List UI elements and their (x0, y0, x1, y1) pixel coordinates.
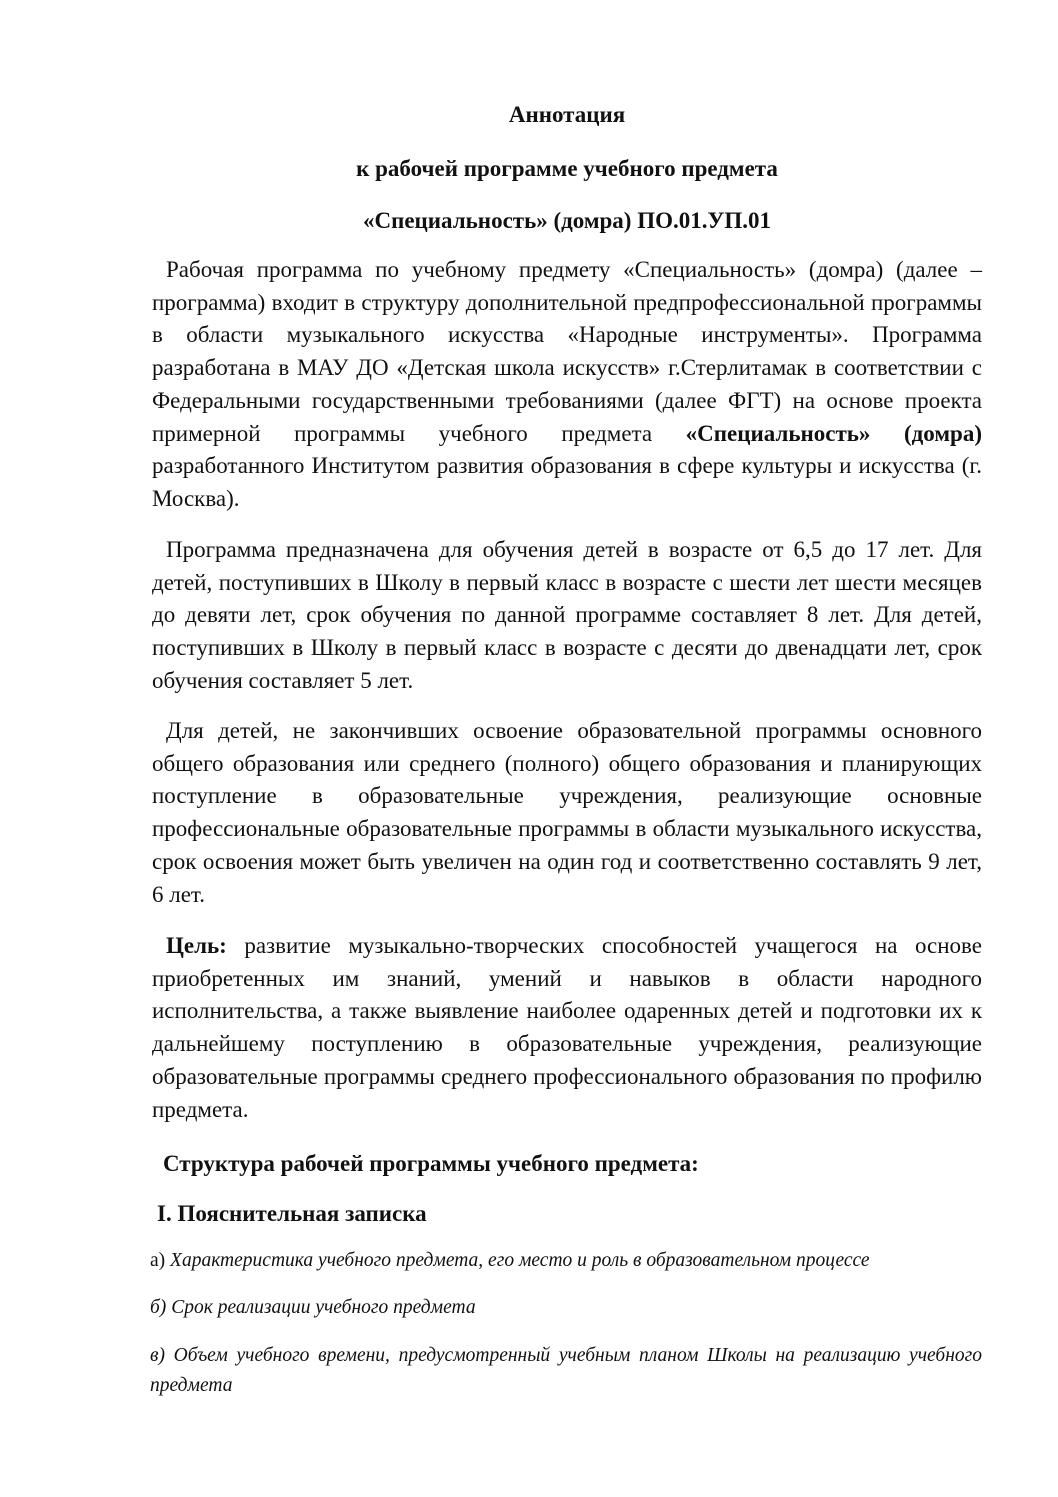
intro-text: Рабочая программа по учебному предмету «Специальность» (домра) (далее – программа) входит в структуру дополнительной предпрофессиональной программы в области музыкального искусства «Народные инструменты». Программа разработана в МАУ ДО «Детская школа искусств» г.Стерлитамак в соответствии с Федеральными государственными требованиями (далее ФГТ) на основе проекта примерной программы учебного предмета (152, 257, 982, 446)
goal-paragraph (152, 930, 982, 1126)
intro-paragraph (152, 254, 982, 516)
document-title: Аннотация (508, 102, 626, 127)
list-item (150, 1341, 982, 1401)
section-heading: I. Пояснительная записка (157, 1201, 427, 1226)
list-item (150, 1293, 982, 1323)
subject-title: «Специальность» (домра) ПО.01.УП.01 (362, 208, 772, 233)
duration-paragraph: Программа предназначена для обучения детей в возрасте от 6,5 до 17 лет. Для детей, поступивших в Школу в первый класс в возрасте с шести лет шести месяцев до девяти лет, срок обучения по данной программе составляет 8 лет. Для детей, поступивших в Школу в первый класс в возрасте с десяти до двенадцати лет, срок обучения составляет 5 лет. (152, 537, 982, 693)
list-item-text: Объем учебного времени, предусмотренный учебным планом Школы на реализацию учебного предмета (150, 1345, 982, 1396)
list-item-text: Срок реализации учебного предмета (166, 1297, 476, 1318)
intro-text-tail: разработанного Институтом развития образования в сфере культуры и искусства (г. Москва). (152, 453, 982, 511)
list-item-text: Характеристика учебного предмета, его место и роль в образовательном процессе (165, 1250, 870, 1271)
goal-label: Цель: (166, 933, 227, 958)
list-item-letter: в) (150, 1345, 165, 1366)
subject-name-bold: «Специальность» (домра) (685, 420, 982, 446)
list-item-letter: а) (150, 1250, 166, 1271)
structure-heading: Структура рабочей программы учебного предмета: (163, 1151, 699, 1176)
list-item (150, 1246, 982, 1276)
list-item-letter: б) (150, 1297, 167, 1318)
document-subtitle: к рабочей программе учебного предмета (356, 156, 778, 181)
goal-text: развитие музыкально-творческих способностей учащегося на основе приобретенных им знаний, умений и навыков в области народного исполнительства, а также выявление наиболее одаренных детей и подготовки их к дальнейшему поступлению в образовательные учреждения, реализующие образовательные программы среднего профессионального образования по профилю предмета. (152, 933, 982, 1122)
extension-paragraph: Для детей, не закончивших освоение образовательной программы основного общего образования или среднего (полного) общего образования и планирующих поступление в образовательные учреждения, реализующие основные профессиональные образовательные программы в области музыкального искусства, срок освоения может быть увеличен на один год и соответственно составлять 9 лет, 6 лет. (152, 718, 982, 907)
